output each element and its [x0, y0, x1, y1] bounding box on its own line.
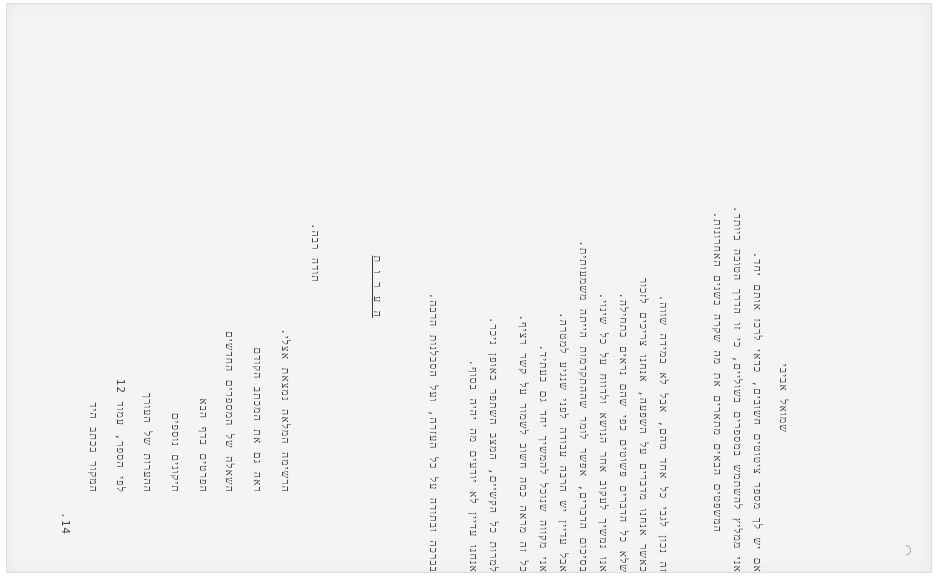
notes-intro: תודה רבה.: [309, 223, 321, 283]
text-line: כאשר אנחנו מדברים על השפעה, אנחנו צריכים לזכור: [637, 277, 649, 573]
note-item: ראה גם את המכתב הקודם: [251, 347, 263, 493]
text-line: בסיכום הדברים, אפשר לומר שההתקדמות הייתה משמעותית.: [577, 240, 589, 573]
rotated-page-content: [6, 3, 932, 573]
note-item: ההערות של העורך: [141, 392, 153, 493]
note-item: השאלה של המספרים החדשים: [223, 331, 235, 493]
text-line: המשפטים הבאים מתארים את מה שקרה בשנים האחרונות.: [711, 211, 723, 533]
note-item: הפרטים בדף הבא: [197, 398, 209, 493]
note-item: המקור בכתב היד: [87, 402, 99, 493]
text-line: זה נכון לגבי כל אחד מהם, אבל לא במידה שווה.: [657, 294, 669, 573]
note-item: הרשימה המלאה נמצאת אצלי.: [279, 328, 291, 493]
text-line: שלא כל הדברים פשוטים כפי שהם נראים בתחילה.: [617, 292, 629, 573]
corner-fold-mark: ⌒: [897, 545, 918, 556]
text-line: אבל עדיין יש הרבה עבודה לפני שנגיע למטרה.: [557, 312, 569, 573]
text-line: אם יש לך מספר ציטוטים חשובים, כדאי לרכז אותם יחד.: [751, 251, 763, 573]
text-line: אנחנו עדיין לא יודעים מה יהיה בסוף.: [467, 359, 479, 573]
header-name: שמואל אביבי: [777, 363, 789, 433]
paper-sheet: [6, 3, 932, 573]
note-item: לפי הספר, עמוד 12: [114, 378, 126, 493]
text-line: אנו נמשיך לעקוב אחר הנושא ולדווח על כל שינוי.: [597, 292, 609, 573]
page-number: .14: [59, 512, 72, 535]
text-line: אני מקווה שנוכל להמשיך יחד גם בעתיד.: [537, 344, 549, 573]
note-item: תיקונים נוספים: [169, 412, 181, 493]
text-line: אני ממליץ להשתמש במספרים בשוליים, כי זו הדרך הטובה ביותר.: [731, 206, 743, 573]
text-line: כל זה מראה כמה חשוב לשמור על קשר רציף.: [517, 314, 529, 573]
text-line: למרות כל הקשיים, המצב השתפר באופן ניכר.: [487, 317, 499, 573]
section-title: ה ע ר ו ת: [371, 255, 383, 318]
closing-line: בברכה ובתודה על כל העזרה, ועל הסבלנות הרבה.: [427, 292, 439, 573]
